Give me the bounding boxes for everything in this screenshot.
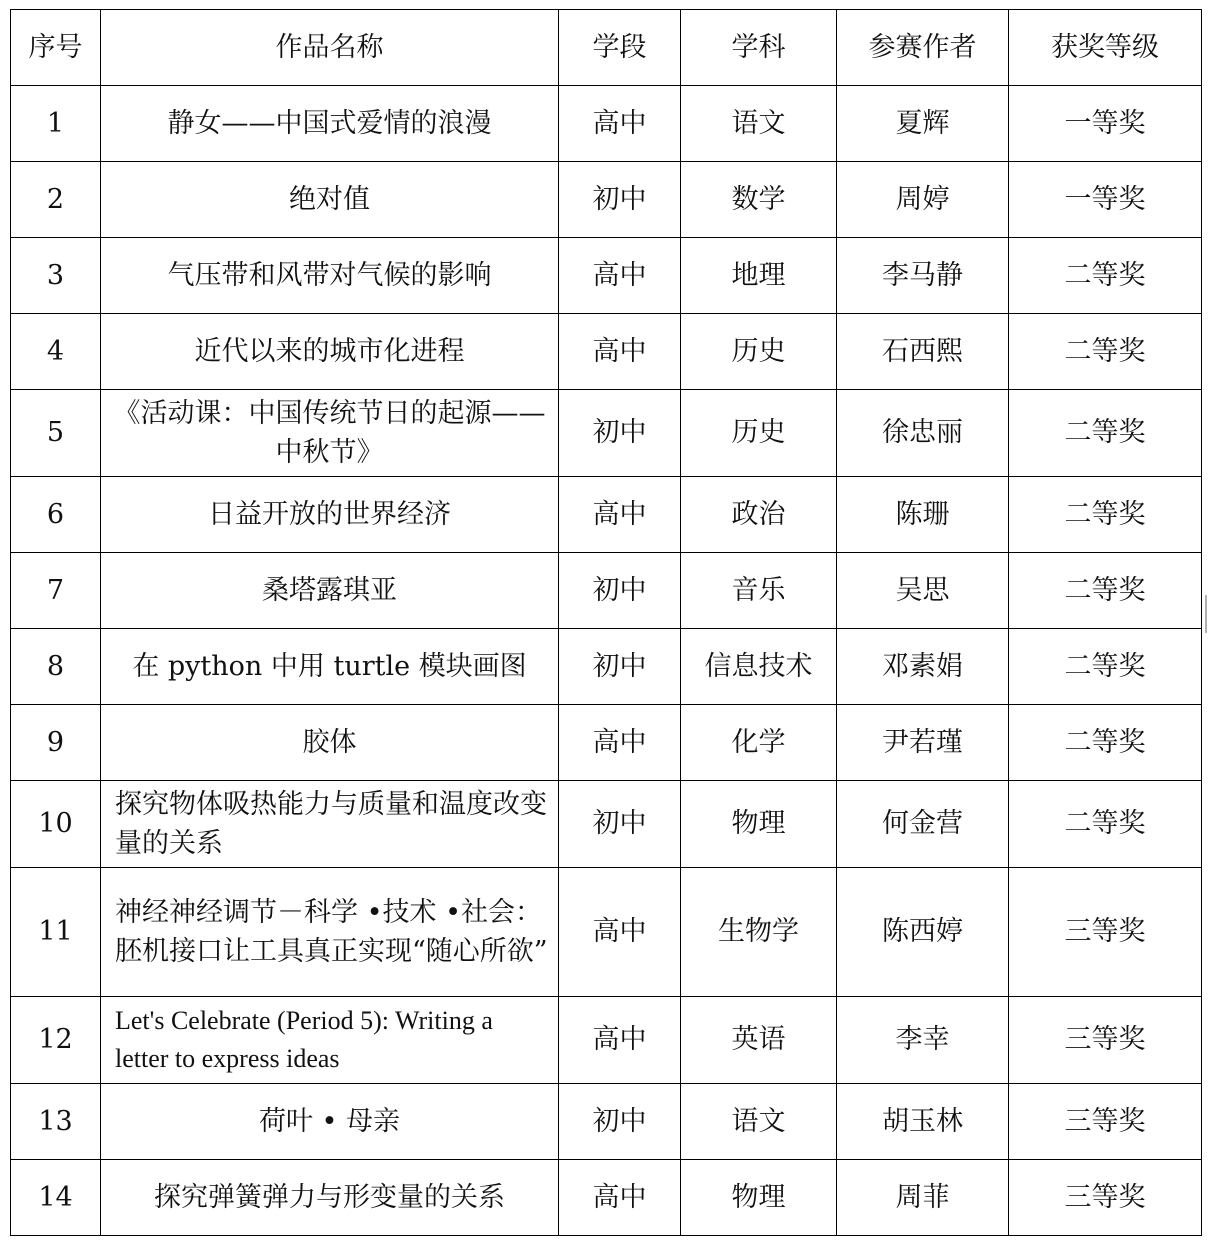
cell-title: Let's Celebrate (Period 5): Writing a letter to express ideas — [101, 997, 559, 1084]
cell-index: 3 — [11, 238, 101, 314]
cell-index: 4 — [11, 314, 101, 390]
cell-title: 日益开放的世界经济 — [101, 477, 559, 553]
cell-stage: 初中 — [559, 1084, 681, 1160]
cell-title: 绝对值 — [101, 162, 559, 238]
cell-stage: 初中 — [559, 629, 681, 705]
cell-stage: 高中 — [559, 997, 681, 1084]
table-row — [11, 868, 1202, 997]
cell-author: 陈珊 — [837, 477, 1009, 553]
cell-award: 三等奖 — [1009, 1084, 1202, 1160]
header-index: 序号 — [11, 10, 101, 86]
cell-title: 桑塔露琪亚 — [101, 553, 559, 629]
cell-stage: 初中 — [559, 390, 681, 477]
cell-subject: 语文 — [681, 1084, 837, 1160]
cell-award: 二等奖 — [1009, 390, 1202, 477]
cell-award: 三等奖 — [1009, 1160, 1202, 1236]
cell-subject: 英语 — [681, 997, 837, 1084]
cell-author: 周婷 — [837, 162, 1009, 238]
cell-stage: 高中 — [559, 86, 681, 162]
cell-subject: 生物学 — [681, 868, 837, 997]
table-row — [11, 705, 1202, 781]
table-row — [11, 314, 1202, 390]
cell-title: 静女——中国式爱情的浪漫 — [101, 86, 559, 162]
cell-subject: 音乐 — [681, 553, 837, 629]
cell-award: 三等奖 — [1009, 997, 1202, 1084]
header-author: 参赛作者 — [837, 10, 1009, 86]
cell-title: 神经神经调节－科学 •技术 •社会：胚机接口让工具真正实现“随心所欲” — [101, 868, 559, 997]
table-header-row — [11, 10, 1202, 86]
header-title: 作品名称 — [101, 10, 559, 86]
cell-subject: 历史 — [681, 390, 837, 477]
table-row — [11, 629, 1202, 705]
cell-index: 13 — [11, 1084, 101, 1160]
cell-award: 三等奖 — [1009, 868, 1202, 997]
table-row — [11, 1160, 1202, 1236]
cell-title: 胶体 — [101, 705, 559, 781]
cell-stage: 高中 — [559, 868, 681, 997]
table-row — [11, 86, 1202, 162]
cell-award: 二等奖 — [1009, 477, 1202, 553]
cell-subject: 历史 — [681, 314, 837, 390]
cell-index: 14 — [11, 1160, 101, 1236]
cell-author: 何金营 — [837, 781, 1009, 868]
header-subject: 学科 — [681, 10, 837, 86]
cell-subject: 物理 — [681, 1160, 837, 1236]
cell-author: 胡玉林 — [837, 1084, 1009, 1160]
table-row — [11, 781, 1202, 868]
header-award: 获奖等级 — [1009, 10, 1202, 86]
cell-title: 荷叶 • 母亲 — [101, 1084, 559, 1160]
cell-award: 二等奖 — [1009, 781, 1202, 868]
cell-award: 二等奖 — [1009, 314, 1202, 390]
cell-index: 8 — [11, 629, 101, 705]
cell-subject: 化学 — [681, 705, 837, 781]
cell-index: 12 — [11, 997, 101, 1084]
cell-author: 吴思 — [837, 553, 1009, 629]
table-row — [11, 1084, 1202, 1160]
table-row — [11, 477, 1202, 553]
cell-title: 探究弹簧弹力与形变量的关系 — [101, 1160, 559, 1236]
cell-stage: 高中 — [559, 314, 681, 390]
cell-index: 5 — [11, 390, 101, 477]
table-row — [11, 997, 1202, 1084]
cell-subject: 信息技术 — [681, 629, 837, 705]
table-row — [11, 553, 1202, 629]
cell-award: 二等奖 — [1009, 553, 1202, 629]
table-row — [11, 162, 1202, 238]
cell-title: 《活动课：中国传统节日的起源——中秋节》 — [101, 390, 559, 477]
cell-title: 近代以来的城市化进程 — [101, 314, 559, 390]
cell-award: 一等奖 — [1009, 162, 1202, 238]
cell-title: 在 python 中用 turtle 模块画图 — [101, 629, 559, 705]
cell-subject: 语文 — [681, 86, 837, 162]
cell-stage: 高中 — [559, 238, 681, 314]
cell-stage: 初中 — [559, 553, 681, 629]
table-row — [11, 390, 1202, 477]
cell-author: 李马静 — [837, 238, 1009, 314]
cell-award: 一等奖 — [1009, 86, 1202, 162]
cell-title: 探究物体吸热能力与质量和温度改变量的关系 — [101, 781, 559, 868]
cell-author: 尹若瑾 — [837, 705, 1009, 781]
cell-stage: 高中 — [559, 1160, 681, 1236]
cell-subject: 政治 — [681, 477, 837, 553]
cell-index: 10 — [11, 781, 101, 868]
cell-title: 气压带和风带对气候的影响 — [101, 238, 559, 314]
cell-award: 二等奖 — [1009, 705, 1202, 781]
cell-index: 1 — [11, 86, 101, 162]
cell-subject: 数学 — [681, 162, 837, 238]
cell-author: 李幸 — [837, 997, 1009, 1084]
edge-mark — [1205, 595, 1207, 633]
cell-subject: 地理 — [681, 238, 837, 314]
cell-stage: 高中 — [559, 477, 681, 553]
cell-index: 7 — [11, 553, 101, 629]
cell-author: 周菲 — [837, 1160, 1009, 1236]
cell-index: 11 — [11, 868, 101, 997]
table-row — [11, 238, 1202, 314]
awards-table — [10, 9, 1202, 1236]
cell-author: 徐忠丽 — [837, 390, 1009, 477]
cell-award: 二等奖 — [1009, 629, 1202, 705]
header-stage: 学段 — [559, 10, 681, 86]
cell-stage: 初中 — [559, 162, 681, 238]
cell-award: 二等奖 — [1009, 238, 1202, 314]
cell-subject: 物理 — [681, 781, 837, 868]
cell-author: 石西熙 — [837, 314, 1009, 390]
cell-author: 邓素娟 — [837, 629, 1009, 705]
cell-stage: 高中 — [559, 705, 681, 781]
cell-author: 夏辉 — [837, 86, 1009, 162]
cell-index: 9 — [11, 705, 101, 781]
cell-stage: 初中 — [559, 781, 681, 868]
cell-index: 2 — [11, 162, 101, 238]
cell-author: 陈西婷 — [837, 868, 1009, 997]
cell-index: 6 — [11, 477, 101, 553]
